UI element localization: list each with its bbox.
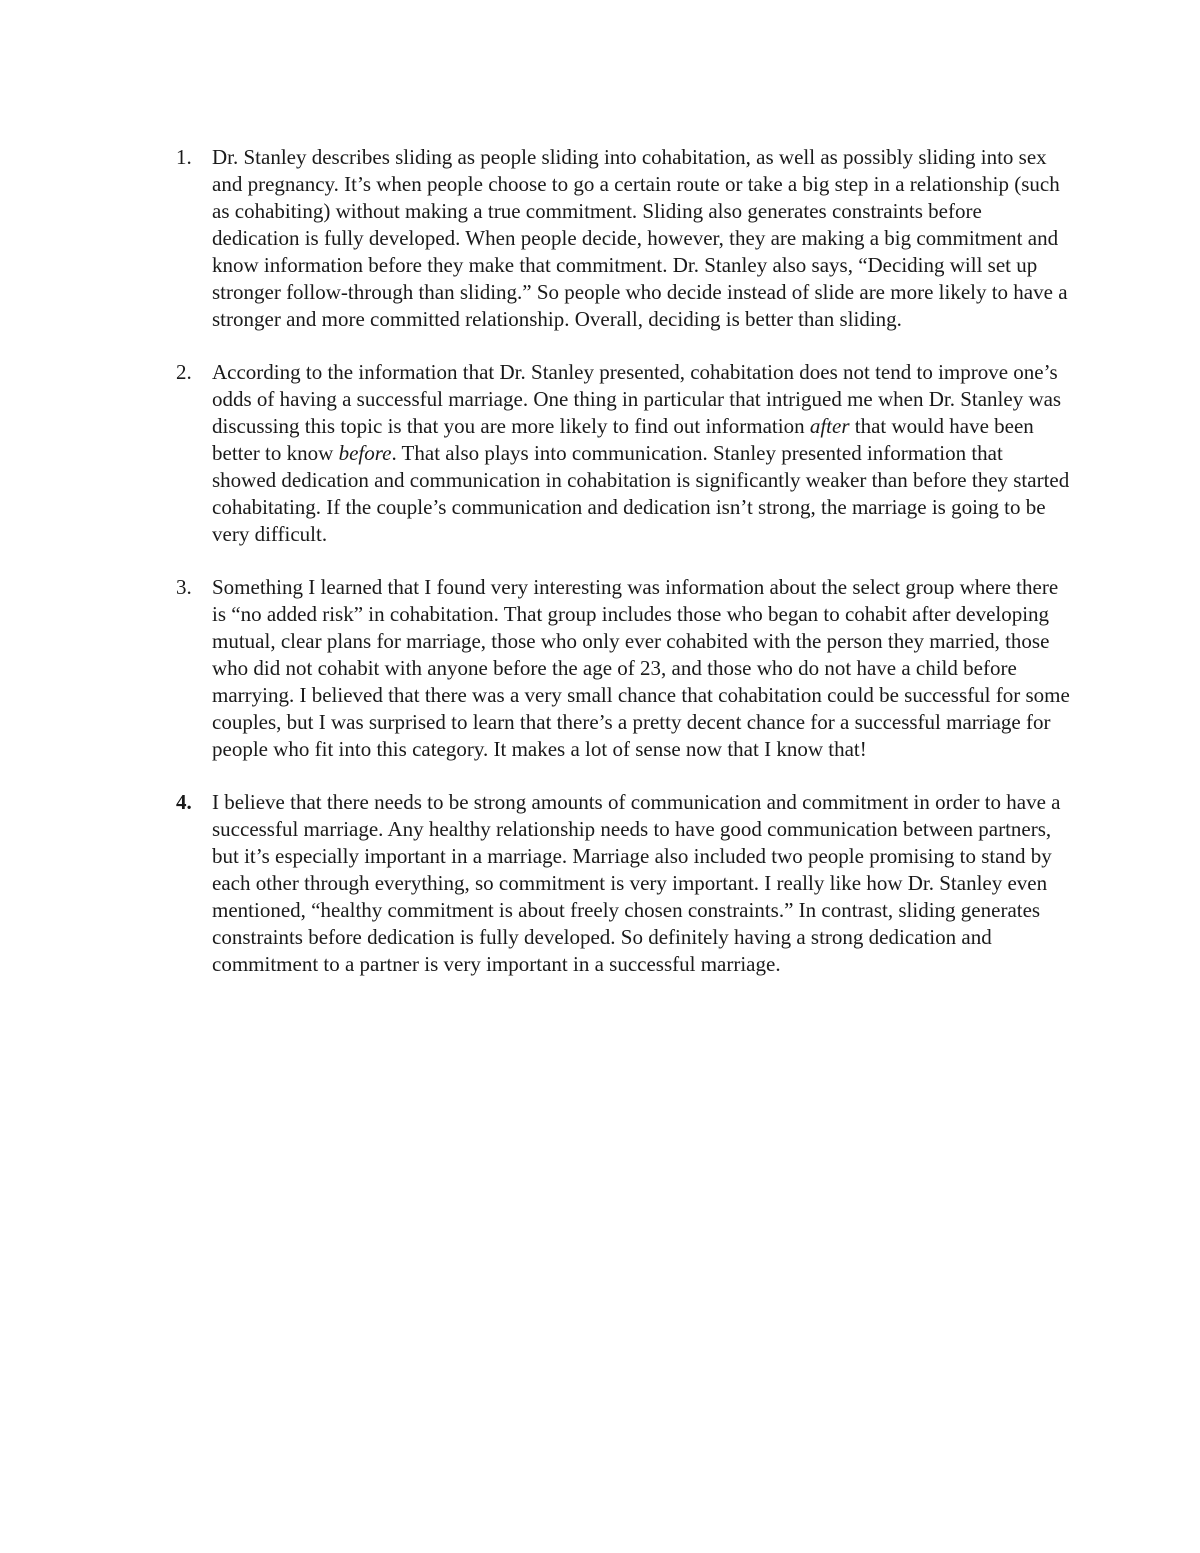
answer-number: 3. (176, 575, 192, 599)
answer-text-segment: that would have been better to know (212, 414, 1034, 465)
answer-item-2 (172, 359, 1072, 548)
answer-item-4 (172, 789, 1072, 978)
answer-item-3 (172, 574, 1072, 763)
answer-text-segment: Something I learned that I found very interesting was information about the select group where there is “no added risk” in cohabitation. That group includes those who began to cohabit after developing mutual, clear plans for marriage, those who only ever cohabited with the person they married, those who did not cohabit with anyone before the age of 23, and those who do not have a child before marrying. I believed that there was a very small chance that cohabitation could be successful for some couples, but I was surprised to learn that there’s a pretty decent chance for a successful marriage for people who fit into this category. It makes a lot of sense now that I know that! (212, 575, 1070, 761)
answer-text (212, 144, 1072, 333)
answer-text (212, 574, 1072, 763)
answer-text-segment: Dr. Stanley describes sliding as people sliding into cohabitation, as well as possibly sliding into sex and pregnancy. It’s when people choose to go a certain route or take a big step in a relationship (such as cohabiting) without making a true commitment. Sliding also generates constraints before dedication is fully developed. When people decide, however, they are making a big commitment and know information before they make that commitment. Dr. Stanley also says, “Deciding will set up stronger follow-through than sliding.” So people who decide instead of slide are more likely to have a stronger and more committed relationship. Overall, deciding is better than sliding. (212, 145, 1068, 331)
answer-text-segment: I believe that there needs to be strong amounts of communication and commitment in order to have a successful marriage. Any healthy relationship needs to have good communication between partners, but it’s especially important in a marriage. Marriage also included two people promising to stand by each other through everything, so commitment is very important. I really like how Dr. Stanley even mentioned, “healthy commitment is about freely chosen constraints.” In contrast, sliding generates constraints before dedication is fully developed. So definitely having a strong dedication and commitment to a partner is very important in a successful marriage. (212, 790, 1061, 976)
answer-item-1 (172, 144, 1072, 333)
answer-text-segment: According to the information that Dr. Stanley presented, cohabitation does not tend to improve one’s odds of having a successful marriage. One thing in particular that intrigued me when Dr. Stanley was discussing this topic is that you are more likely to find out information (212, 360, 1062, 438)
answer-text-emphasis: before (338, 441, 392, 465)
answer-text-segment: . That also plays into communication. Stanley presented information that showed dedication and communication in cohabitation is significantly weaker than before they started cohabitating. If the couple’s communication and dedication isn’t strong, the marriage is going to be very difficult. (212, 441, 1070, 546)
answer-text (212, 359, 1072, 548)
answer-list (172, 144, 1072, 1004)
answer-number: 4. (176, 790, 192, 814)
answer-number: 2. (176, 360, 192, 384)
answer-text (212, 789, 1072, 978)
answer-number: 1. (176, 145, 192, 169)
answer-text-emphasis: after (809, 414, 850, 438)
